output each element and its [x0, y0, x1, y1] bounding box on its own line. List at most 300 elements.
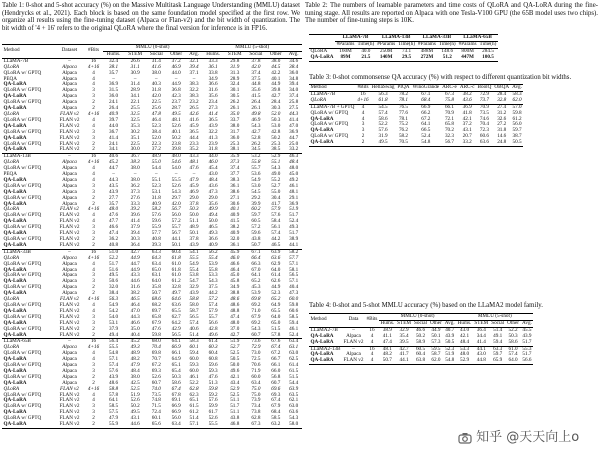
table-cell: 54.7 — [189, 278, 199, 285]
table-cell: 38.9 — [289, 236, 299, 242]
table-cell: 3 — [361, 121, 365, 128]
table-cell: 24.1 — [108, 140, 119, 147]
table-cell: QA-LoRA — [3, 331, 27, 338]
table-cell: 2 — [92, 284, 95, 291]
table-cell: 46.4 — [230, 266, 240, 273]
table-cell: 44.9 — [130, 254, 140, 261]
table-cell: 50.2 — [171, 134, 181, 141]
table-cell: 63.3 — [490, 346, 506, 352]
table-cell: 57.1 — [108, 356, 119, 363]
table-cell: 70.9 — [476, 104, 493, 110]
table-row — [2, 422, 302, 428]
table-cell: 44.0 — [202, 154, 224, 160]
table-cell: 55.0 — [271, 188, 281, 195]
table-cell: 57.2 — [251, 224, 261, 231]
table-cell: 56.0 — [512, 121, 522, 128]
table-cell: 60.7 — [251, 331, 261, 338]
table-cell: FLAN v2 — [59, 224, 80, 231]
table-cell: QA-LoRA — [3, 290, 27, 297]
table-cell: 78.1 — [398, 96, 409, 103]
table-cell: 57.7 — [289, 254, 299, 261]
table-cell: 37.8 — [189, 200, 199, 207]
table-cell: 54.8 — [421, 139, 431, 146]
table-cell: 31.8 — [151, 194, 161, 201]
table-cell: 41.4 — [476, 338, 486, 345]
table-cell: 44.8 — [476, 357, 486, 364]
table-cell: 50.5 — [512, 139, 522, 146]
table-cell: 52.4 — [289, 218, 299, 225]
table-cell: – — [352, 326, 355, 333]
table-cell: 46.3 — [285, 154, 302, 160]
table-cell: 3 — [92, 278, 95, 285]
table-cell: 67.9 — [251, 313, 261, 320]
table-cell: 56.7 — [171, 206, 181, 213]
table-cell: 47.6 — [208, 373, 218, 380]
table-cell: 44.1 — [289, 241, 299, 248]
table-cell: FLAN v2 — [59, 409, 80, 416]
table-cell: 2 — [92, 140, 95, 147]
table-cell: 41.6 — [151, 63, 161, 70]
table-cell: 78.1 — [398, 115, 409, 122]
table-cell: 33.3 — [130, 200, 140, 207]
table-cell: QLoRA w/ GPTQ — [3, 128, 42, 135]
table-cell: 49.7 — [171, 290, 181, 297]
table-cell: 41.1 — [382, 332, 392, 339]
table-cell: 64.6 — [171, 296, 181, 303]
table-cell: 31.5 — [108, 87, 119, 94]
table-cell: 46.4 — [151, 116, 161, 123]
table-cell: 59.3 — [208, 367, 218, 374]
table-cell: 52.6 — [171, 122, 181, 129]
table-cell: 69.1 — [171, 397, 181, 404]
table-cell: 60.8 — [208, 356, 218, 363]
table-cell: 40.6 — [189, 325, 199, 332]
table-cell: 63.4 — [251, 379, 261, 386]
table-cell: QLoRA — [3, 110, 20, 117]
table-cell: LLaMA2-7B — [310, 326, 338, 333]
table-cell: 62.5 — [289, 356, 299, 363]
table-cell: 4 — [92, 391, 95, 398]
column-header: STEM — [474, 319, 489, 326]
table-cell: 26.4 — [251, 99, 261, 106]
table-cell: QLoRA — [3, 344, 20, 351]
table-cell: 23.3 — [189, 140, 199, 147]
table-cell: 63.6 — [289, 409, 299, 416]
table-cell: 51.4 — [493, 326, 503, 333]
table-cell: 44.3 — [130, 313, 140, 320]
table-cell: 22.3 — [151, 140, 161, 147]
column-header: STEM — [124, 51, 146, 58]
table-cell: FLAN v2 — [60, 206, 79, 213]
table-cell: 42.5 — [130, 379, 140, 386]
table-cell: 51.6 — [108, 266, 119, 273]
table-cell: 35.0 — [230, 110, 240, 117]
table-cell: 54.6 — [171, 159, 181, 166]
table-cell: 41.5 — [251, 93, 261, 100]
column-header: Social — [246, 51, 267, 58]
camera-icon — [458, 432, 472, 444]
table-cell: QA-LoRA — [3, 356, 27, 363]
table-cell: 38.5 — [271, 146, 281, 153]
table-cell: QLoRA w/ GPTQ — [3, 99, 42, 106]
table-cell: 37.2 — [462, 121, 472, 128]
table-cell: 37.5 — [251, 75, 261, 82]
table-cell: 39.4 — [189, 63, 199, 70]
table-cell: 28.4 — [271, 99, 281, 106]
table-cell: QLoRA — [3, 296, 20, 303]
table-cell: 58.9 — [415, 338, 426, 345]
table-cell: 43.0 — [476, 351, 486, 358]
table-cell: – — [112, 75, 115, 82]
corner-cell — [309, 35, 335, 49]
table-cell: 70.4 — [479, 121, 489, 128]
table-cell: 54.9 — [108, 301, 119, 308]
table-cell: 250M — [380, 47, 393, 54]
table-cell: 4 — [92, 356, 95, 363]
table-cell: FLAN v2 — [59, 313, 80, 320]
table-cell: 31.9 — [230, 63, 240, 70]
table-cell: 71.0 — [251, 307, 261, 314]
table-cell: 32.5 — [130, 116, 140, 123]
table-cell: QLoRA w/ GPTQ — [3, 182, 42, 189]
table-cell: 43.1 — [130, 415, 140, 422]
table-cell: 43.9 — [445, 332, 455, 339]
table-cell: 48.2 — [130, 356, 140, 363]
column-header: Avg. — [186, 51, 203, 58]
table-cell: 67.9 — [151, 319, 161, 326]
table-cell: 43.6 — [208, 182, 218, 189]
table-cell: 57.4 — [108, 362, 119, 369]
column-header: MMLU (0-shot) — [379, 314, 456, 321]
table-cell: 29.0 — [189, 194, 199, 201]
table-cell: 43.9 — [108, 188, 119, 195]
table-cell: QA-LoRA — [310, 139, 334, 146]
table-cell: – — [55, 339, 85, 345]
table-cell: 50.1 — [171, 241, 181, 248]
table-cell: 55.4 — [189, 266, 199, 273]
column-header: Other — [266, 51, 285, 58]
table-cell: 38.9 — [382, 326, 392, 333]
table-cell: Alpaca — [62, 200, 77, 207]
table-cell: 64.1 — [108, 397, 119, 404]
table-cell: Alpaca — [62, 93, 77, 100]
table-cell: 51.7 — [522, 338, 532, 345]
table-cell: 4 — [92, 122, 95, 129]
table-cell: 2 — [92, 99, 95, 106]
table-cell: 36.5 — [208, 116, 218, 123]
table-cell: 40.9 — [151, 200, 161, 207]
table-cell: 59.8 — [512, 109, 522, 116]
table-cell: 55.5 — [189, 254, 199, 261]
table-cell: 52.9 — [266, 154, 285, 160]
table-cell: FLAN v2 — [59, 146, 80, 153]
table-cell: 56.8 — [271, 373, 281, 380]
table-cell: 62.1 — [289, 397, 299, 404]
table-cell: 36.9 — [108, 81, 119, 88]
table-cell: 58.1 — [289, 266, 299, 273]
table-cell: 23.9 — [208, 140, 218, 147]
table-cell: 48.4 — [208, 176, 218, 183]
table-cell: 33.2 — [289, 146, 299, 153]
table-cell: 2 — [361, 139, 365, 146]
table-cell: 56.5 — [289, 272, 299, 279]
table-cell: 44.1 — [171, 236, 181, 242]
table-cell: 55.7 — [171, 224, 181, 231]
table-cell: 58.2 — [398, 133, 409, 140]
table-cell: 70.4 — [151, 344, 161, 351]
table-cell: 35.7 — [108, 69, 119, 76]
table-cell: 16 — [360, 90, 366, 97]
table-cell: 47.0 — [130, 307, 140, 314]
table-cell: FLAN v2 — [59, 319, 80, 326]
table-cell: 39.3 — [151, 241, 161, 248]
table-cell: FLAN v2 — [343, 338, 364, 345]
table-cell: 37.3 — [130, 188, 140, 195]
table-cell: 53.6 — [251, 171, 261, 178]
table-cell: 38.8 — [230, 290, 240, 297]
table-cell: 62.6 — [271, 278, 281, 285]
table-cell: Alpaca — [62, 260, 77, 267]
table-cell: 41.4 — [289, 116, 299, 123]
table-cell: 3 — [92, 224, 95, 231]
table-cell: 67.0 — [251, 266, 261, 273]
table-cell: 35.9 — [224, 154, 246, 160]
table-cell: 47.4 — [108, 230, 119, 237]
table-cell: 25.5 — [130, 105, 140, 112]
table-cell: 55.8 — [251, 159, 261, 166]
table-cell: 45.9 — [224, 249, 246, 255]
table-cell: 39.7 — [108, 116, 119, 123]
table-cell: 67.8 — [171, 391, 181, 398]
table-cell: 73.9 — [251, 397, 261, 404]
table-cell: 32.2 — [208, 128, 218, 135]
table-cell: 49.5 — [130, 409, 140, 416]
column-header: Hums. — [103, 51, 125, 58]
column-header: #Params — [377, 40, 396, 47]
table-cell: 55.9 — [151, 224, 161, 231]
table-cell: 70.9 — [444, 109, 455, 116]
table-cell: 33.2 — [462, 139, 472, 146]
table-cell: 46.0 — [208, 159, 218, 166]
table-cell: 48.6 — [230, 296, 240, 303]
table-cell: 75.0 — [251, 385, 261, 392]
table-cell: 61.8 — [171, 266, 181, 273]
table-cell: QLoRA — [310, 96, 327, 103]
table-cell: 73.4 — [251, 403, 261, 410]
table-cell: 66.3 — [251, 260, 261, 267]
table-cell: 59.7 — [512, 127, 522, 134]
table-cell: 57.2 — [208, 296, 218, 303]
table-cell: 30.5 — [230, 93, 240, 100]
table-cell: 40.6 — [103, 154, 125, 160]
table-cell: QLoRA w/ GPTQ — [3, 272, 42, 279]
table-cell: 32.9 — [189, 284, 199, 291]
column-header: Social — [414, 319, 427, 326]
table-cell: FLAN v2 — [59, 122, 80, 129]
table-cell: 4+16 — [87, 344, 100, 351]
table-cell: 27.3 — [208, 105, 218, 112]
table-cell: 2 — [92, 325, 95, 332]
table-cell: 38.3 — [130, 159, 140, 166]
table-cell: 3 — [92, 403, 95, 410]
table-cell: 26.2 — [251, 140, 261, 147]
table-cell: 47.6 — [189, 165, 199, 172]
table-cell: 44.7 — [130, 260, 140, 267]
table-cell: 36.5 — [189, 128, 199, 135]
table-cell: 63.8 — [415, 357, 426, 364]
table-cell: 62.7 — [171, 313, 181, 320]
table-cell: QA-LoRA — [3, 122, 27, 129]
table-cell: 58.2 — [285, 249, 302, 255]
table-cell: 56.2 — [202, 249, 224, 255]
table-cell: QLoRA w/ GPTQ — [3, 325, 42, 332]
table-cell: 59.8 — [208, 385, 218, 392]
table-cell: Alpaca — [62, 356, 77, 363]
table-cell: 59.2 — [208, 391, 218, 398]
table-cell: 60.6 — [289, 307, 299, 314]
table-cell: 54.3 — [251, 122, 261, 129]
table-cell: 37.2 — [151, 146, 161, 153]
table-cell: 800M — [461, 47, 474, 54]
table-cell: 57.6 — [271, 212, 281, 219]
table-cell: 58.5 — [271, 415, 281, 422]
table-cell: 30.4 — [271, 194, 281, 201]
table-cell: 51.2 — [442, 53, 452, 60]
table-cell: 67.1 — [421, 90, 431, 97]
table-cell: 68.2 — [151, 301, 161, 308]
column-header: Social — [491, 319, 505, 326]
table-cell: 40.1 — [271, 75, 281, 82]
table-cell: QLoRA w/ GPTQ — [3, 313, 42, 320]
column-header: BoolQ — [477, 84, 492, 90]
table-cell: 26.6 — [130, 57, 140, 64]
table-cell: 32.3 — [444, 133, 455, 140]
column-header: #Params — [417, 40, 436, 47]
table-cell: 73.8 — [251, 409, 261, 416]
table-cell: Alpaca — [62, 344, 77, 351]
table-cell: 63.1 — [151, 272, 161, 279]
table-cell: 44.0 — [108, 122, 119, 129]
table-cell: QLoRA — [3, 159, 20, 166]
table-cell: FLAN v2 — [59, 403, 80, 410]
table-cell: – — [192, 171, 196, 178]
table-cell: 67.2 — [151, 362, 161, 369]
table-cell: QA-LoRA — [310, 332, 334, 339]
table-cell: 58.0 — [289, 421, 299, 428]
table-cell: 44.0 — [171, 69, 181, 76]
table-cell: 4+16 — [87, 110, 100, 117]
table-cell: 47.3 — [208, 188, 218, 195]
table-cell: 30.0 — [130, 146, 140, 153]
table-cell: FLAN v2 — [59, 421, 80, 428]
table-cell: QA-LoRA — [3, 241, 27, 248]
table-cell: PEQA — [3, 75, 18, 82]
table-cell: 50.2 — [130, 403, 140, 410]
table-cell: 42.1 — [459, 332, 470, 339]
table-cell: 52.3 — [271, 290, 281, 297]
table-cell: 32.0 — [230, 236, 240, 242]
table-cell: 4 — [92, 266, 95, 273]
table-cell: 148.6 — [441, 47, 454, 54]
table-cell: 42.8 — [208, 325, 218, 332]
table-cell: 60.0 — [189, 367, 199, 374]
table-cell: 60.7 — [271, 379, 281, 386]
table-cell: 2 — [92, 290, 95, 297]
table-cell: 46.1 — [189, 373, 199, 380]
table-cell: 41.3 — [208, 134, 218, 141]
table-cell: 46.4 — [130, 301, 140, 308]
column-header: Method — [309, 314, 342, 328]
table-cell: 57.6 — [151, 212, 161, 219]
column-header: Other — [167, 51, 186, 58]
table-cell: 23.4 — [208, 99, 218, 106]
table-cell: 55.9 — [108, 421, 119, 428]
table-cell: QA-LoRA — [310, 115, 334, 122]
table-cell: 51.1 — [189, 218, 199, 225]
table-cell: 49.3 — [130, 344, 140, 351]
column-header: HellaSwag — [371, 84, 395, 90]
table-cell: FLAN v2 — [59, 331, 80, 338]
table-cell: 29.7 — [171, 194, 181, 201]
table-cell: 65.5 — [271, 307, 281, 314]
column-header: MMLU (5-shot) — [456, 314, 533, 321]
table-cell: 74.8 — [151, 397, 161, 404]
table-cell: 45.4 — [208, 165, 218, 172]
table-cell: QLoRA w/ GPTQ — [3, 194, 42, 201]
table-cell: 73.7 — [479, 96, 489, 103]
column-header: Time(h) — [398, 40, 415, 47]
table-cell: 48.4 — [459, 338, 470, 345]
table-cell: 60.1 — [189, 344, 199, 351]
table-cell: 51.7 — [108, 260, 119, 267]
table-cell: 40.8 — [151, 236, 161, 242]
table-cell: 66.9 — [411, 104, 441, 110]
table-cell: 3 — [92, 230, 95, 237]
table-cell: 57.5 — [108, 409, 119, 416]
table-cell: 4 — [370, 332, 374, 339]
table-cell: Alpaca — [62, 87, 77, 94]
table-cell: 52.4 — [289, 331, 299, 338]
table-cell: LLaMA-7B + GPTQ — [310, 103, 355, 110]
table-cell: 4 — [92, 176, 95, 183]
table-cell: 36.9 — [458, 104, 476, 110]
table-cell: 2 — [92, 331, 95, 338]
table-cell: 67.4 — [171, 385, 181, 392]
table-cell: 48.2 — [382, 351, 392, 358]
table-cell: 63.3 — [146, 249, 167, 255]
table-cell: 69.6 — [271, 385, 281, 392]
table-cell: 31.8 — [151, 87, 161, 94]
table-cell: 67.4 — [271, 397, 281, 404]
column-header: STEM — [224, 51, 246, 58]
table-cell: 42.7 — [124, 249, 146, 255]
table-cell: 3 — [92, 93, 95, 100]
table-cell: 32.2 — [189, 87, 199, 94]
table-cell: 56.7 — [171, 230, 181, 237]
table-cell: 64.0 — [271, 313, 281, 320]
table-cell: 61.2 — [171, 278, 181, 285]
table-cell: 67.2 — [271, 350, 281, 357]
table-cell: 55.1 — [151, 176, 161, 183]
table-cell: 58.6 — [171, 379, 181, 386]
table-cell: 54.9 — [251, 176, 261, 183]
table-cell: 4 — [92, 171, 95, 178]
table-cell: 59.7 — [493, 351, 503, 358]
table-cell: 46.6 — [108, 224, 119, 231]
table-cell: 43.3 — [130, 272, 140, 279]
table-cell: 66.9 — [171, 344, 181, 351]
table-cell: 46.5 — [271, 241, 281, 248]
